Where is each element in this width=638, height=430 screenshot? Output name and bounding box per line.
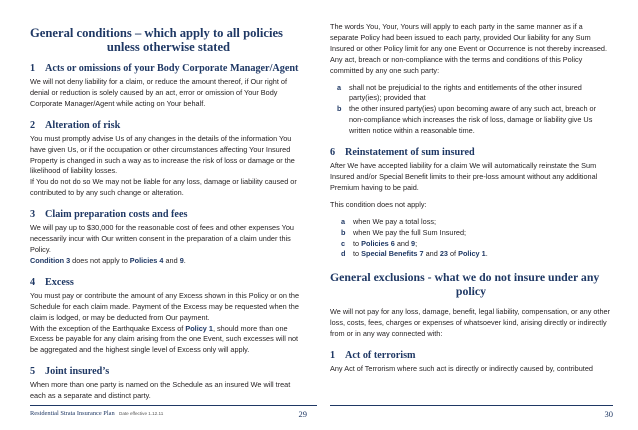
section-number: 1: [30, 63, 36, 74]
list-item: [330, 217, 612, 228]
text-fragment: when We pay a total loss;: [353, 216, 437, 226]
right-page: [319, 0, 638, 430]
list-text: the other insured party(ies) upon becoming aware of any such act, breach or non-compliance which increases the risk of loss, damage or liability give Us written notice within a reasonable time.: [349, 104, 597, 136]
list-text: [353, 217, 612, 228]
text-fragment: of: [447, 249, 459, 259]
section-number: 2: [30, 119, 36, 131]
policy-ref: 9: [411, 238, 416, 248]
section-title: Acts or omissions of your Body Corporate Manager/Agent: [45, 63, 299, 74]
list-marker: a: [337, 82, 342, 92]
section-1-text: We will not deny liability for a claim, or reduce the amount thereof, if Our right of denial or reduction is solely caused by an act, error or omission of Your Body Corporate Manager/Agent while acting on Your behalf.: [30, 77, 287, 108]
footer-title: Residential Strata Insurance Plan: [30, 410, 115, 417]
heading-line-2: unless otherwise stated: [106, 40, 231, 54]
section-6-not-apply: This condition does not apply:: [330, 199, 427, 209]
general-exclusions-heading: [330, 270, 612, 298]
text-fragment: to: [353, 238, 362, 248]
footer-right: [330, 405, 613, 420]
text-fragment: when We pay the full Sum Insured;: [353, 227, 467, 237]
text-fragment: .: [183, 255, 186, 265]
text-fragment: , should more than one Excess be payable for any claim arising from the one Event, such excesses will not be aggregated and the highest single level of Excess only will apply.: [30, 323, 299, 355]
section-title: Reinstatement of sum insured: [345, 147, 475, 159]
section-number: 6: [330, 147, 336, 159]
section-4-text-1: You must pay or contribute the amount of any Excess shown in this Policy or on the Schedule for each claim made. Payment of the Excess may be requested when the claim is lodged, or may be deducted from Our payment.: [30, 290, 300, 322]
section-title: Claim preparation costs and fees: [45, 209, 188, 221]
text-fragment: to: [353, 249, 362, 259]
section-title: Excess: [45, 276, 74, 288]
text-fragment: and: [423, 249, 440, 259]
section-number: 4: [30, 276, 36, 288]
policy-ref: Policy 1: [185, 323, 213, 333]
list-item: [330, 104, 612, 137]
section-3-text: We will pay up to $30,000 for the reasonable cost of fees and other expenses You necessarily incur with Our written consent in the preparation of a claim under this Policy.: [30, 223, 294, 254]
section-title: Alteration of risk: [45, 119, 121, 131]
benefit-ref: 23: [439, 249, 448, 259]
list-text: [353, 228, 612, 239]
policy-ref: Policies 6: [361, 238, 395, 248]
joint-insured-list: [330, 83, 612, 138]
policy-ref: 9: [179, 255, 184, 265]
list-item: [330, 239, 612, 250]
heading-line-2: policy: [455, 284, 487, 299]
footer-date: Date effective 1.12.11: [119, 411, 164, 416]
page-number: 30: [604, 409, 613, 419]
list-text: [353, 249, 612, 260]
section-4-text-2: [30, 324, 307, 357]
joint-insured-intro: The words You, Your, Yours will apply to each party in the same manner as if a separate Policy had been issued to each party, provided Our liability for any Sum Insured or other Policy limit for any one Event or Occurrence is not thereby increased. Any act, breach or non-compliance with the terms and conditions of this Policy committed by any one such party:: [330, 22, 608, 75]
list-text: [353, 239, 612, 250]
section-title: Joint insured’s: [45, 366, 110, 378]
section-2-text-1: You must promptly advise Us of any changes in the details of the information You have given Us, or if the occupation or other circumstances affecting Your Insured Property is changed in such a way as to increase the risk of loss or damage or the likelihood of liability losses.: [30, 133, 295, 176]
list-marker: b: [337, 104, 342, 114]
section-number: 1: [330, 350, 336, 362]
benefit-ref: Special Benefits 7: [361, 249, 424, 259]
section-6-list: [330, 217, 612, 261]
condition-ref: Condition 3: [30, 255, 71, 265]
section-3-heading: [30, 209, 307, 221]
text-fragment: does not apply to: [70, 255, 130, 265]
list-marker: c: [341, 238, 346, 248]
section-5-heading: [30, 366, 307, 378]
list-marker: a: [341, 216, 346, 226]
section-6-heading: [330, 147, 612, 159]
section-6-text: After We have accepted liability for a claim We will automatically reinstate the Sum Insured and/or Special Benefit limits to their pre-loss amount without any additional Premium having to be paid.: [330, 161, 598, 192]
section-2-text-2: If You do not do so We may not be liable for any loss, damage or liability caused or contributed to by any such change or alteration.: [30, 177, 297, 198]
list-marker: b: [341, 227, 346, 237]
list-text: shall not be prejudicial to the rights and entitlements of the other insured party(ies); provided that: [349, 82, 582, 103]
section-3-exception: [30, 256, 307, 267]
policy-ref: Policy 1: [458, 249, 486, 259]
list-item: [330, 249, 612, 260]
section-2-heading: [30, 120, 307, 132]
footer-left: [30, 405, 317, 420]
section-4-heading: [30, 277, 307, 289]
text-fragment: and: [163, 255, 180, 265]
section-number: 3: [30, 209, 36, 221]
text-fragment: .: [485, 249, 488, 259]
exclusion-1-text: Any Act of Terrorism where such act is directly or indirectly caused by, contributed: [330, 364, 593, 374]
list-marker: d: [341, 249, 346, 259]
page-number: 29: [298, 409, 307, 419]
section-title: Act of terrorism: [345, 350, 416, 362]
section-number: 5: [30, 366, 36, 378]
section-1-heading: [30, 63, 307, 75]
policy-ref: Policies 4: [129, 255, 164, 265]
exclusions-intro: We will not pay for any loss, damage, benefit, legal liability, compensation, or any other loss, costs, fees, charges or expenses of whatsoever kind, arising directly or indirectly from or in any way connected with:: [330, 307, 610, 339]
section-5-text: When more than one party is named on the Schedule as an insured We will treat each as a separate and distinct party.: [30, 380, 291, 401]
heading-line-1: General exclusions - what we do not insure under any: [330, 270, 600, 285]
text-fragment: ;: [415, 238, 418, 248]
heading-line-1: General conditions – which apply to all policies: [30, 26, 283, 40]
text-fragment: With the exception of the Earthquake Excess of: [30, 323, 186, 333]
text-fragment: and: [394, 238, 412, 248]
general-conditions-heading: [30, 26, 307, 54]
exclusion-1-heading: [330, 350, 612, 362]
list-item: [330, 83, 612, 105]
list-item: [330, 228, 612, 239]
